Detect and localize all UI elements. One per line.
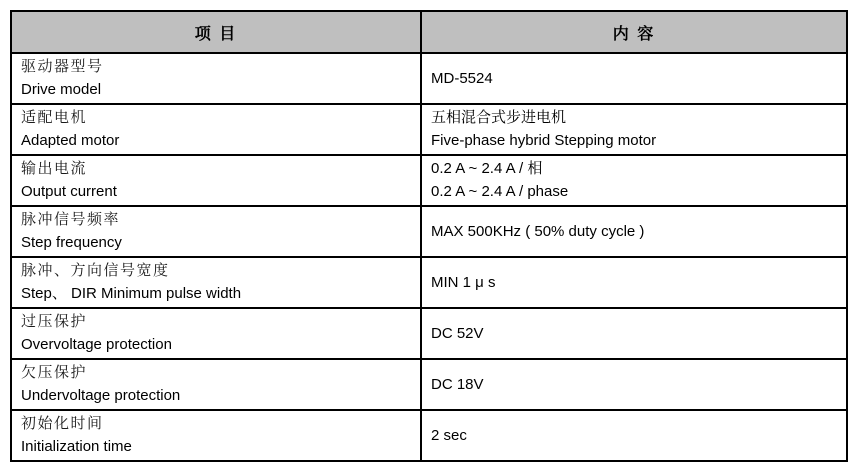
content-line: 2 sec [431,426,467,444]
item-label-zh: 驱动器型号 [21,58,104,75]
header-row [11,11,847,53]
item-label-en: Drive model [21,81,102,98]
content-line: 五相混合式步进电机 [431,109,567,126]
item-label-en: Overvoltage protection [21,336,172,353]
table-row-pulse-width [11,257,847,308]
content-cell [421,104,847,155]
item-label-en: Step frequency [21,234,122,251]
col-header-item: 项 目 [11,11,421,53]
content-line: MIN 1 μ s [431,273,496,291]
item-cell [11,359,421,410]
item-label-en: Initialization time [21,438,132,455]
item-label-en: Output current [21,183,117,200]
content-line: DC 18V [431,375,484,393]
item-cell [11,206,421,257]
item-label-zh: 欠压保护 [21,364,88,381]
item-label-en: Adapted motor [21,132,120,149]
item-label-zh: 脉冲、方向信号宽度 [21,262,170,279]
item-cell [11,257,421,308]
col-header-content: 内 容 [421,11,847,53]
table-row-overvoltage [11,308,847,359]
item-cell [11,104,421,155]
item-cell [11,155,421,206]
content-cell [421,155,847,206]
content-cell [421,410,847,461]
item-label-en: Step、 DIR Minimum pulse width [21,285,242,302]
item-label-zh: 脉冲信号频率 [21,211,121,228]
item-cell [11,308,421,359]
item-cell [11,53,421,104]
item-label-zh: 适配电机 [21,109,88,126]
content-line: DC 52V [431,324,484,342]
table-row-step-frequency [11,206,847,257]
content-cell [421,257,847,308]
content-cell [421,308,847,359]
content-line: Five-phase hybrid Stepping motor [431,132,657,149]
item-label-zh: 输出电流 [21,160,88,177]
content-cell [421,53,847,104]
content-line: 0.2 A ~ 2.4 A / 相 [431,160,543,177]
item-label-en: Undervoltage protection [21,387,181,404]
content-cell [421,206,847,257]
table-row-undervoltage [11,359,847,410]
spec-table [10,10,848,462]
item-cell [11,410,421,461]
table-row-initialization-time [11,410,847,461]
table-row-adapted-motor [11,104,847,155]
content-line: 0.2 A ~ 2.4 A / phase [431,183,569,200]
table-row-output-current [11,155,847,206]
content-cell [421,359,847,410]
content-line: MAX 500KHz ( 50% duty cycle ) [431,222,645,240]
content-line: MD-5524 [431,69,493,87]
item-label-zh: 初始化时间 [21,415,104,432]
table-row-drive-model [11,53,847,104]
item-label-zh: 过压保护 [21,313,88,330]
